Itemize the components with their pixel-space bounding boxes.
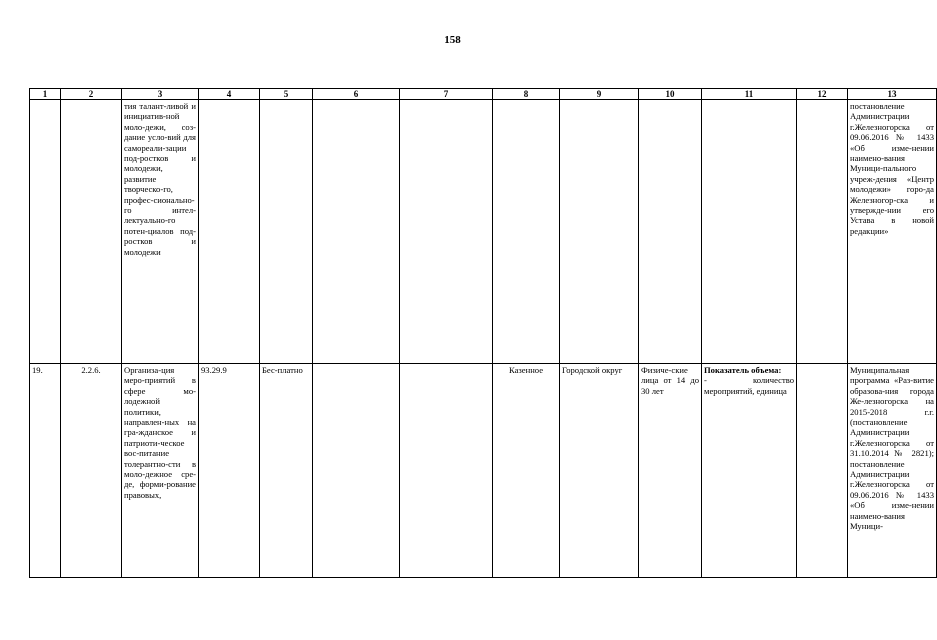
cell-indicator — [702, 364, 797, 578]
col-header-10: 10 — [639, 89, 702, 100]
indicator-text: - количество мероприятий, единица — [704, 375, 794, 396]
page-number: 158 — [444, 34, 461, 46]
col-header-5: 5 — [260, 89, 313, 100]
cell-territory: Городской округ — [560, 364, 639, 578]
cell-empty — [702, 100, 797, 364]
cell-empty — [30, 100, 61, 364]
cell-service-description: тия талант-ливой и инициатив-ной моло-дежи, соз-дание усло-вий для самореали-зации под-ростков и молодежи, развитие творческо-го, профес-сионально-го интел-лектуально-го потен-циалов под-ростков и молодежи — [122, 100, 199, 364]
table-row-19 — [30, 364, 937, 578]
col-header-12: 12 — [797, 89, 848, 100]
cell-empty — [61, 100, 122, 364]
col-header-3: 3 — [122, 89, 199, 100]
col-header-11: 11 — [702, 89, 797, 100]
cell-empty — [260, 100, 313, 364]
cell-code: 2.2.6. — [61, 364, 122, 578]
cell-empty — [400, 364, 493, 578]
cell-empty — [639, 100, 702, 364]
col-header-4: 4 — [199, 89, 260, 100]
cell-institution-type: Казенное — [493, 364, 560, 578]
col-header-7: 7 — [400, 89, 493, 100]
cell-empty — [797, 100, 848, 364]
cell-service-description: Организа-ция меро-приятий в сфере мо-лодежной политики, направлен-ных на гра-жданское и патриоти-ческое вос-питание толерантно-сти в моло-дежное сре-де, форми-рование правовых, — [122, 364, 199, 578]
col-header-2: 2 — [61, 89, 122, 100]
cell-empty — [493, 100, 560, 364]
col-header-1: 1 — [30, 89, 61, 100]
cell-empty — [400, 100, 493, 364]
cell-empty — [199, 100, 260, 364]
cell-legal-basis: постановление Администрации г.Железногорска от 09.06.2016 № 1433 «Об изме-нении наимено-вания Муници-пального учреж-дения «Центр молодежи» горо-да Железногор-ска и утвержде-нии его Устава в новой редакции» — [848, 100, 937, 364]
col-header-13: 13 — [848, 89, 937, 100]
indicator-title: Показатель объема: — [704, 365, 782, 375]
cell-empty — [560, 100, 639, 364]
col-header-6: 6 — [313, 89, 400, 100]
registry-table — [29, 88, 937, 578]
col-header-8: 8 — [493, 89, 560, 100]
cell-empty — [313, 100, 400, 364]
cell-payment: Бес-платно — [260, 364, 313, 578]
column-number-header — [30, 89, 937, 100]
cell-legal-basis: Муниципальная программа «Раз-витие образова-ния города Же-лезногорска на 2015-2018 г.г. (постановление Администрации г.Железногорска от 31.10.2014 № 2821); постановление Администрации г.Железногорска от 09.06.2016 № 1433 «Об изме-нении наимено-вания Муници- — [848, 364, 937, 578]
cell-row-number: 19. — [30, 364, 61, 578]
cell-consumers: Физиче-ские лица от 14 до 30 лет — [639, 364, 702, 578]
cell-empty — [797, 364, 848, 578]
cell-empty — [313, 364, 400, 578]
cell-okved: 93.29.9 — [199, 364, 260, 578]
table-row-continued — [30, 100, 937, 364]
col-header-9: 9 — [560, 89, 639, 100]
